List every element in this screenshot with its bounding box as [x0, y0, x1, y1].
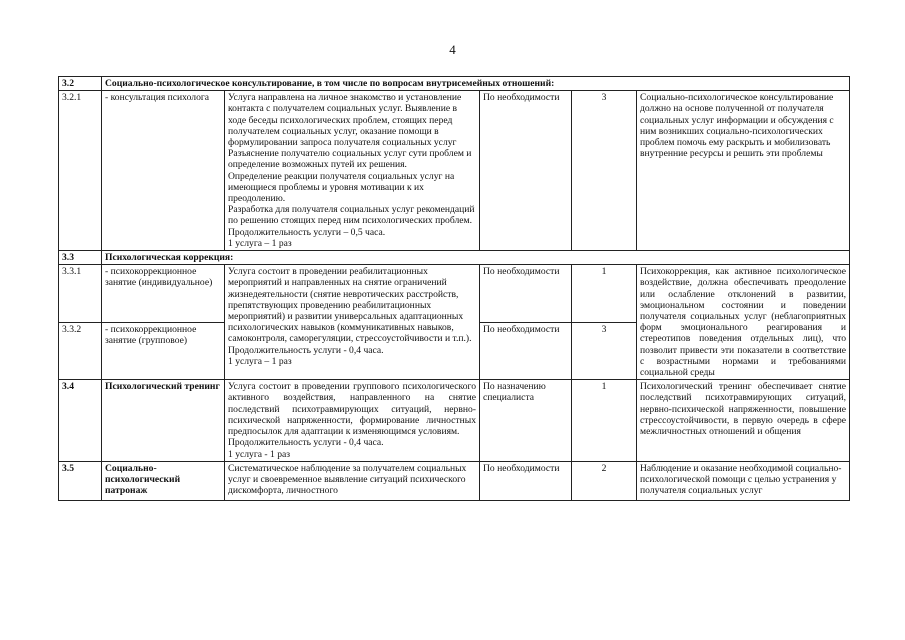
section-title: Социально-психологическое консультирование, в том числе по вопросам внутрисемейных отношений: [102, 77, 850, 91]
row-number: 3.2.1 [59, 91, 102, 251]
description-line: Продолжительность услуги - 0,4 часа. [228, 437, 384, 449]
description-line: 1 услуга - 1 раз [228, 448, 291, 460]
volume: 1 [572, 265, 637, 323]
section-number: 3.2 [59, 77, 102, 91]
table-row [59, 91, 850, 251]
table-row [59, 461, 850, 500]
service-description [225, 91, 480, 251]
quality-criteria: Психокоррекция, как активное психологическое воздействие, должна обеспечивать преодоление или ослабление отклонений в развитии, эмоциональном состоянии и поведении получателя социальных услуг (неблагоприятных форм эмоционального реагирования и стереотипов поведения отдельных лиц), что позволит привести эти показатели в соответствие с возрастными нормами и требованиями социальной среды [637, 265, 850, 380]
periodicity: По необходимости [480, 265, 572, 323]
row-number: 3.4 [59, 380, 102, 461]
volume: 3 [572, 322, 637, 380]
page-number: 4 [449, 42, 456, 57]
periodicity: По необходимости [480, 461, 572, 500]
description-line: Услуга состоит в проведении группового психологического активного воздействия, направленного на снятие последствий психотравмирующих ситуаций, нервно-психической напряженности, формирование личностных предпосылок для адаптации к изменяющимся условиям. [228, 381, 476, 438]
service-name: - психокоррекционное занятие (индивидуальное) [102, 265, 225, 323]
quality-criteria: Психологический тренинг обеспечивает снятие последствий психотравмирующих ситуаций, нервно-психической напряженности, повышение стрессоустойчивости, в первую очередь в сфере межличностных отношений и общения [637, 380, 850, 461]
service-name: - консультация психолога [102, 91, 225, 251]
quality-criteria [637, 461, 850, 500]
service-name: Социально-психологический патронаж [102, 461, 225, 500]
description-line: Продолжительность услуги - 0,4 часа. [228, 344, 384, 356]
volume: 1 [572, 380, 637, 461]
table-row [59, 380, 850, 461]
section-title: Психологическая коррекция: [102, 251, 850, 265]
description-text: Систематическое наблюдение за получателем социальных услуг и своевременное выявление ситуаций психического дискомфорта, личностного [228, 462, 467, 497]
row-number: 3.3.1 [59, 265, 102, 323]
row-number: 3.5 [59, 461, 102, 500]
quality-criteria: Социально-психологическое консультирование должно на основе полученной от получателя социальных услуг информации и обсуждения с ним возникших социально-психологических проблем помочь ему раскрыть и мобилизовать внутренние ресурсы и решить эти проблемы [637, 91, 850, 251]
periodicity: По необходимости [480, 91, 572, 251]
row-number: 3.3.2 [59, 322, 102, 380]
service-description [225, 461, 480, 500]
service-name: Психологический тренинг [102, 380, 225, 461]
volume: 2 [572, 461, 637, 500]
section-number: 3.3 [59, 251, 102, 265]
description-line: Определение реакции получателя социальных услуг на имеющиеся проблемы и уровня мотивации к их преодолению. [228, 170, 455, 205]
service-name: - психокоррекционное занятие (групповое) [102, 322, 225, 380]
criteria-text: Наблюдение и оказание необходимой социально-психологической помощи с целью устранения у получателя социальных услуг [640, 462, 842, 497]
service-description [225, 380, 480, 461]
section-header-row [59, 77, 850, 91]
description-line: Продолжительность услуги – 0,5 часа. [228, 226, 386, 238]
description-line: Услуга состоит в проведении реабилитационных мероприятий и направленных на снятие ограничений жизнедеятельности (снятие невротических расстройств, препятствующих проведению реабилитационных мероприятий) и развитии универсальных адаптационных психологических навыков (коммуникативных навыков, самоконтроля, саморегуляции, стрессоустойчивости и т.п.). [228, 266, 472, 345]
service-description [225, 265, 480, 380]
periodicity: По назначению специалиста [480, 380, 572, 461]
table-row [59, 265, 850, 323]
volume: 3 [572, 91, 637, 251]
section-header-row [59, 251, 850, 265]
description-line: Услуга направлена на личное знакомство и установление контакта с получателем социальных услуг. Выявление в ходе беседы психологических проблем, стоящих перед получателем социальных услуг, оказание помощи в формулировании запроса получателя социальных услуг [228, 92, 462, 149]
periodicity: По необходимости [480, 322, 572, 380]
description-line: 1 услуга – 1 раз [228, 355, 292, 367]
description-line: Разработка для получателя социальных услуг рекомендаций по решению стоящих перед ним психологических проблем. [228, 204, 475, 227]
services-table [58, 76, 850, 501]
description-line: 1 услуга – 1 раз [228, 237, 292, 249]
description-line: Разъяснение получателю социальных услуг сути проблем и определение возможных путей их решения. [228, 148, 472, 171]
